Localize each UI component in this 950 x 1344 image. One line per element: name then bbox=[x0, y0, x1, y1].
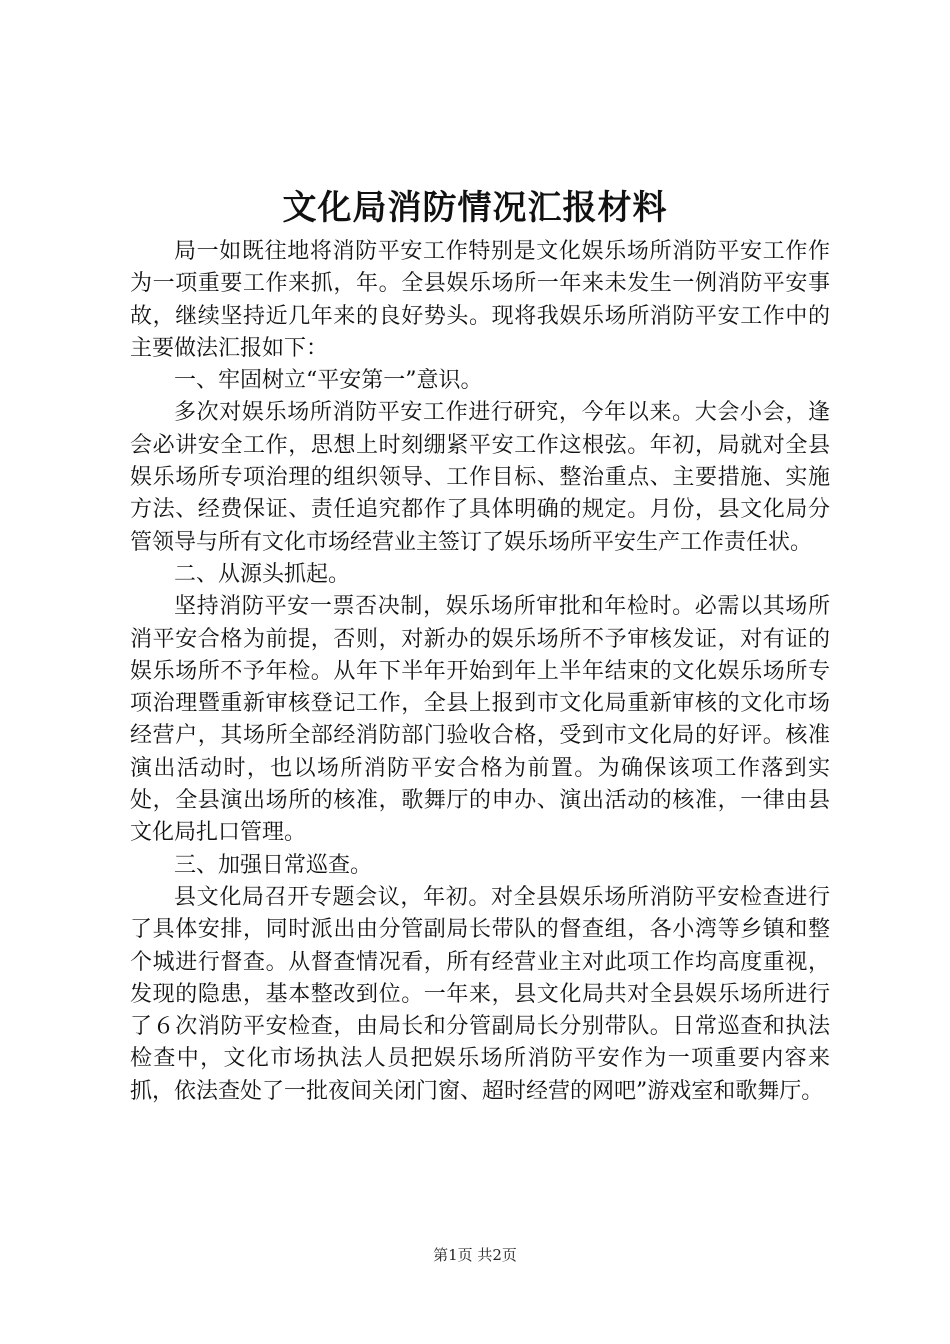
paragraph-section-3: 县文化局召开专题会议，年初。对全县娱乐场所消防平安检查进行了具体安排，同时派出由分管副局长带队的督查组，各小湾等乡镇和整个城进行督查。从督查情况看，所有经营业主对此项工作均高度重视，发现的隐患，基本整改到位。一年来，县文化局共对全县娱乐场所进行了６次消防平安检查，由局长和分管副局长分别带队。日常巡查和执法检查中，文化市场执法人员把娱乐场所消防平安作为一项重要内容来抓，依法查处了一批夜间关闭门窗、超时经营的网吧”游戏室和歌舞厅。 bbox=[130, 884, 830, 1104]
paragraph-section-1: 多次对娱乐场所消防平安工作进行研究，今年以来。大会小会，逢会必讲安全工作，思想上时刻绷紧平安工作这根弦。年初，局就对全县娱乐场所专项治理的组织领导、工作目标、整治重点、主要措施、实施方法、经费保证、责任追究都作了具体明确的规定。月份，县文化局分管领导与所有文化市场经营业主签订了娱乐场所平安生产工作责任状。 bbox=[130, 400, 830, 555]
page-number-footer: 第1页 共2页 bbox=[433, 1246, 517, 1264]
document-body bbox=[130, 236, 830, 1108]
section-heading-1: 一、牢固树立“平安第一”意识。 bbox=[174, 368, 483, 394]
section-heading-3: 三、加强日常巡查。 bbox=[174, 852, 373, 878]
section-heading-2: 二、从源头抓起。 bbox=[174, 561, 351, 587]
paragraph-section-2: 坚持消防平安一票否决制，娱乐场所审批和年检时。必需以其场所消平安合格为前提，否则，对新办的娱乐场所不予审核发证，对有证的娱乐场所不予年检。从年下半年开始到年上半年结束的文化娱乐场所专项治理暨重新审核登记工作，全县上报到市文化局重新审核的文化市场经营户，其场所全部经消防部门验收合格，受到市文化局的好评。核准演出活动时，也以场所消防平安合格为前置。为确保该项工作落到实处，全县演出场所的核准，歌舞厅的申办、演出活动的核准，一律由县文化局扎口管理。 bbox=[130, 594, 830, 846]
paragraph-intro: 局一如既往地将消防平安工作特别是文化娱乐场所消防平安工作作为一项重要工作来抓，年。全县娱乐场所一年来未发生一例消防平安事故，继续坚持近几年来的良好势头。现将我娱乐场所消防平安工作中的主要做法汇报如下： bbox=[130, 239, 830, 361]
document-title: 文化局消防情况汇报材料 bbox=[282, 188, 668, 228]
